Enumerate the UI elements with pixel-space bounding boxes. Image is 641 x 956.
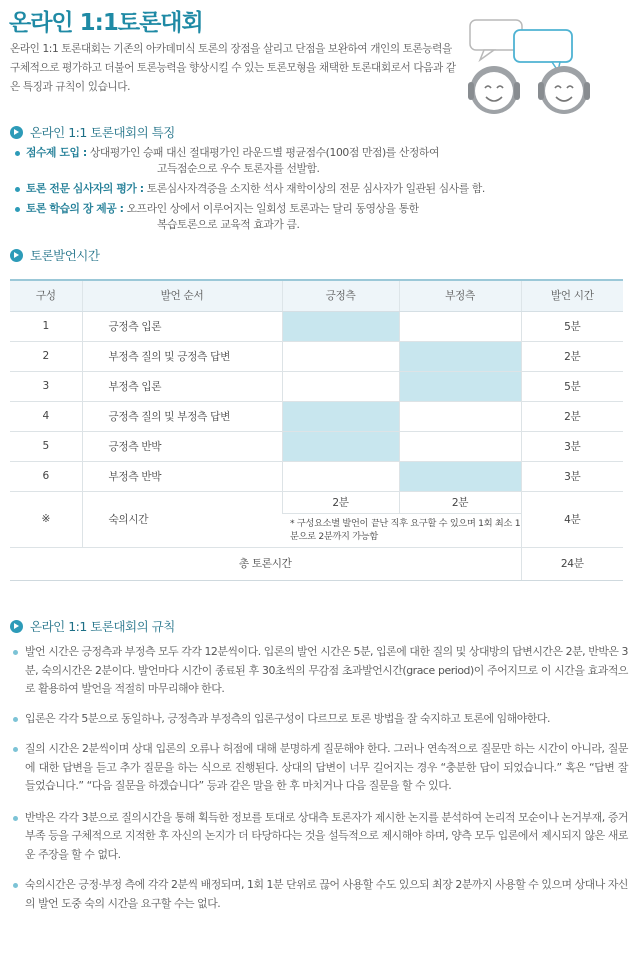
- total-time: 24분: [521, 547, 623, 580]
- column-header: 발언 순서: [82, 280, 282, 311]
- pro-side-cell: [282, 461, 399, 491]
- deliberation-total-time: 4분: [521, 491, 623, 547]
- table-row: [10, 491, 623, 513]
- arrow-bullet-icon: [10, 249, 23, 262]
- speaking-time: 5분: [521, 311, 623, 341]
- rule-item: 입론은 각각 5분으로 동일하나, 긍정측과 부정측의 입론구성이 다르므로 토론 방법을 잘 숙지하고 토론에 임해야한다.: [12, 710, 628, 729]
- rules-heading: [10, 617, 175, 635]
- feature-item: [14, 181, 614, 197]
- arrow-bullet-icon: [10, 620, 23, 633]
- feature-desc: 오프라인 상에서 이루어지는 일회성 토론과는 달리 동영상을 통한: [126, 202, 419, 215]
- column-header: 긍정측: [282, 280, 399, 311]
- intro-text: 온라인 1:1 토론대회는 기존의 아카데미식 토론의 장점을 살리고 단점을 보완하여 개인의 토론능력을 구체적으로 평가하고 더불어 토론능력을 향상시킬 수 있는 토론모형을 채택한 토론대회로서 다음과 같은 특징과 규칙이 있습니다.: [10, 43, 456, 93]
- column-header: 구성: [10, 280, 82, 311]
- con-side-cell: [399, 431, 521, 461]
- features-heading-label: 온라인 1:1 토론대회의 특징: [30, 125, 175, 140]
- pro-deliberation-time: 2분: [282, 491, 399, 513]
- rules-heading-label: 온라인 1:1 토론대회의 규칙: [30, 619, 175, 634]
- total-label: 총 토론시간: [10, 547, 521, 580]
- speaking-order: 긍정측 질의 및 부정측 답변: [82, 401, 282, 431]
- feature-term: 점수제 도입 :: [26, 146, 87, 159]
- page-title: 온라인 1:1토론대회: [9, 10, 203, 36]
- table-row: [10, 461, 623, 491]
- rule-item: 숙의시간은 긍정·부정 측에 각각 2분씩 배정되며, 1회 1분 단위로 끊어 사용할 수도 있으되 최장 2분까지 사용할 수 있으며 상대나 자신의 발언 도중 숙의 시간을 요구할 수는 없다.: [12, 876, 628, 913]
- table-row: [10, 431, 623, 461]
- feature-desc-cont: 복습토론으로 교육적 효과가 큼.: [157, 218, 300, 231]
- feature-desc-cont: 고득점순으로 우수 토론자를 선발함.: [157, 162, 320, 175]
- pro-side-cell: [282, 401, 399, 431]
- table-row: [10, 341, 623, 371]
- feature-desc: 토론심사자격증을 소지한 석사 재학이상의 전문 심사자가 일관된 심사를 함.: [146, 182, 485, 195]
- total-row: [10, 547, 623, 580]
- pro-side-cell: [282, 341, 399, 371]
- pro-side-cell: [282, 311, 399, 341]
- deliberation-mark: ※: [10, 491, 82, 547]
- speaking-time: 2분: [521, 401, 623, 431]
- deliberation-label: 숙의시간: [82, 491, 282, 547]
- row-number: 6: [10, 461, 82, 491]
- con-side-cell: [399, 341, 521, 371]
- column-header: 발언 시간: [521, 280, 623, 311]
- speaking-time: 5분: [521, 371, 623, 401]
- speaking-time: 3분: [521, 461, 623, 491]
- pro-side-cell: [282, 431, 399, 461]
- speaking-order: 긍정측 입론: [82, 311, 282, 341]
- feature-term: 토론 전문 심사자의 평가 :: [26, 182, 144, 195]
- column-header: 부정측: [399, 280, 521, 311]
- speaking-time: 2분: [521, 341, 623, 371]
- feature-term: 토론 학습의 장 제공 :: [26, 202, 124, 215]
- feature-item: [14, 145, 614, 177]
- schedule-heading: [10, 246, 99, 264]
- feature-list: [14, 145, 614, 237]
- table-row: [10, 401, 623, 431]
- debate-mascot-illustration: [462, 18, 612, 118]
- features-heading: [10, 123, 175, 141]
- speaking-order: 부정측 질의 및 긍정측 답변: [82, 341, 282, 371]
- speaking-order: 긍정측 반박: [82, 431, 282, 461]
- feature-desc: 상대평가인 승패 대신 절대평가인 라운드별 평균점수(100점 만점)를 산정하여: [89, 146, 439, 159]
- con-deliberation-time: 2분: [399, 491, 521, 513]
- table-row: [10, 311, 623, 341]
- row-number: 3: [10, 371, 82, 401]
- speaking-time-table: [10, 279, 623, 581]
- row-number: 1: [10, 311, 82, 341]
- row-number: 5: [10, 431, 82, 461]
- rules-list: [12, 643, 628, 913]
- pro-side-cell: [282, 371, 399, 401]
- con-side-cell: [399, 461, 521, 491]
- con-side-cell: [399, 401, 521, 431]
- con-side-cell: [399, 371, 521, 401]
- speaking-order: 부정측 반박: [82, 461, 282, 491]
- rule-item: 질의 시간은 2분씩이며 상대 입론의 오류나 허점에 대해 분명하게 질문해야 한다. 그러나 연속적으로 질문만 하는 시간이 아니라, 질문에 대한 답변을 듣고 추가 질문을 하는 식으로 진행된다. 상대의 답변이 너무 길어지는 경우 “충분한 답이 되었습니다.” 혹은 “답변 잘 들었습니다.” “다음 질문을 하겠습니다” 등과 같은 말을 한 후 마치거나 다음 질문을 할 수 있다.: [12, 740, 628, 796]
- table-row: [10, 371, 623, 401]
- schedule-heading-label: 토론발언시간: [30, 248, 100, 263]
- arrow-bullet-icon: [10, 126, 23, 139]
- deliberation-note: * 구성요소별 발언이 끝난 직후 요구할 수 있으며 1회 최소 1분으로 2분까지 가능함: [282, 513, 521, 547]
- row-number: 2: [10, 341, 82, 371]
- feature-item: [14, 201, 614, 233]
- table-header-row: [10, 280, 623, 311]
- row-number: 4: [10, 401, 82, 431]
- speaking-time: 3분: [521, 431, 623, 461]
- rule-item: 발언 시간은 긍정측과 부정측 모두 각각 12분씩이다. 입론의 발언 시간은 5분, 입론에 대한 질의 및 상대방의 답변시간은 2분, 반박은 3분, 숙의시간은 2분이다. 발언마다 시간이 종료된 후 30초씩의 무감점 초과발언시간(grace period)이 주어지므로 이 시간을 효과적으로 활용하여 발언을 적절히 마무리해야 한다.: [12, 643, 628, 699]
- con-side-cell: [399, 311, 521, 341]
- rule-item: 반박은 각각 3분으로 질의시간을 통해 획득한 정보를 토대로 상대측 토론자가 제시한 논지를 분석하여 논리적 모순이나 논거부재, 증거부족 등을 구체적으로 지적한 후 자신의 논지가 더 타당하다는 것을 설득적으로 제시해야 하며, 양측 모두 입론에서 제시되지 않은 새로운 주장을 할 수 없다.: [12, 809, 628, 865]
- speaking-order: 부정측 입론: [82, 371, 282, 401]
